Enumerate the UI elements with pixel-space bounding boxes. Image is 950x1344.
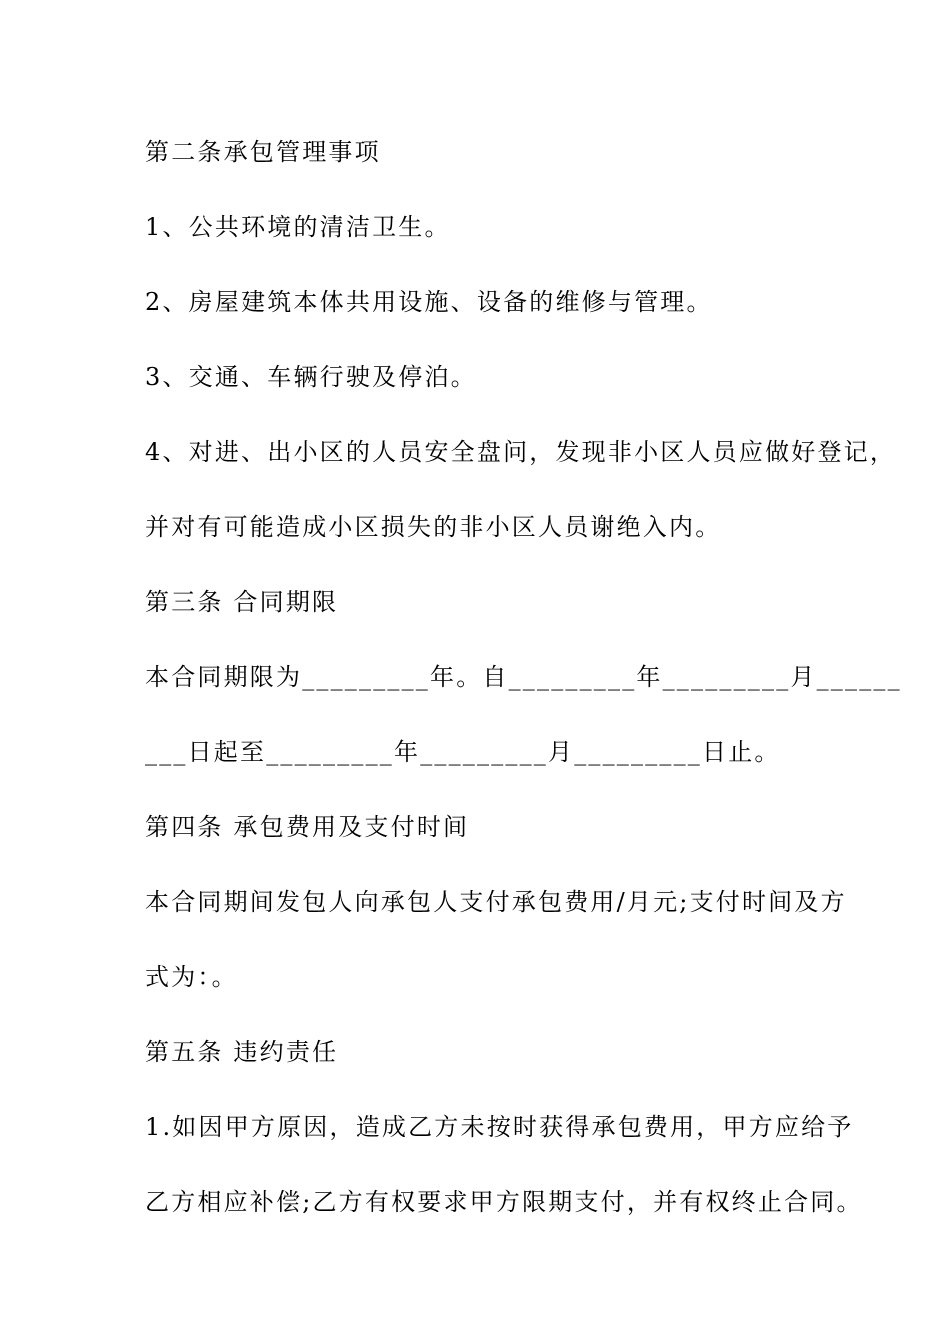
article-5-item-1-line-1: 1.如因甲方原因，造成乙方未按时获得承包费用，甲方应给予: [145, 1113, 854, 1141]
article-3-heading: 第三条 合同期限: [145, 588, 339, 616]
article-2-item-2: 2、房屋建筑本体共用设施、设备的维修与管理。: [145, 288, 713, 316]
article-2-item-3: 3、交通、车辆行驶及停泊。: [145, 363, 477, 391]
article-4-heading: 第四条 承包费用及支付时间: [145, 813, 470, 841]
article-2-item-4-line-1: 4、对进、出小区的人员安全盘问，发现非小区人员应做好登记，: [145, 438, 897, 466]
article-3-term-line-1: 本合同期限为_________年。自_________年_________月______: [145, 663, 902, 691]
article-5-heading: 第五条 违约责任: [145, 1038, 339, 1066]
article-2-heading: 第二条承包管理事项: [145, 138, 381, 166]
article-4-payment-line-2: 式为：。: [145, 963, 238, 991]
article-2-item-4-line-2: 并对有可能造成小区损失的非小区人员谢绝入内。: [145, 513, 722, 541]
article-3-term-line-2: ___日起至_________年_________月_________日止。: [145, 738, 781, 766]
article-2-item-1: 1、公共环境的清洁卫生。: [145, 213, 451, 241]
article-4-payment-line-1: 本合同期间发包人向承包人支付承包费用/月元;支付时间及方: [145, 888, 847, 916]
article-5-item-1-line-2: 乙方相应补偿;乙方有权要求甲方限期支付，并有权终止合同。: [145, 1188, 863, 1216]
